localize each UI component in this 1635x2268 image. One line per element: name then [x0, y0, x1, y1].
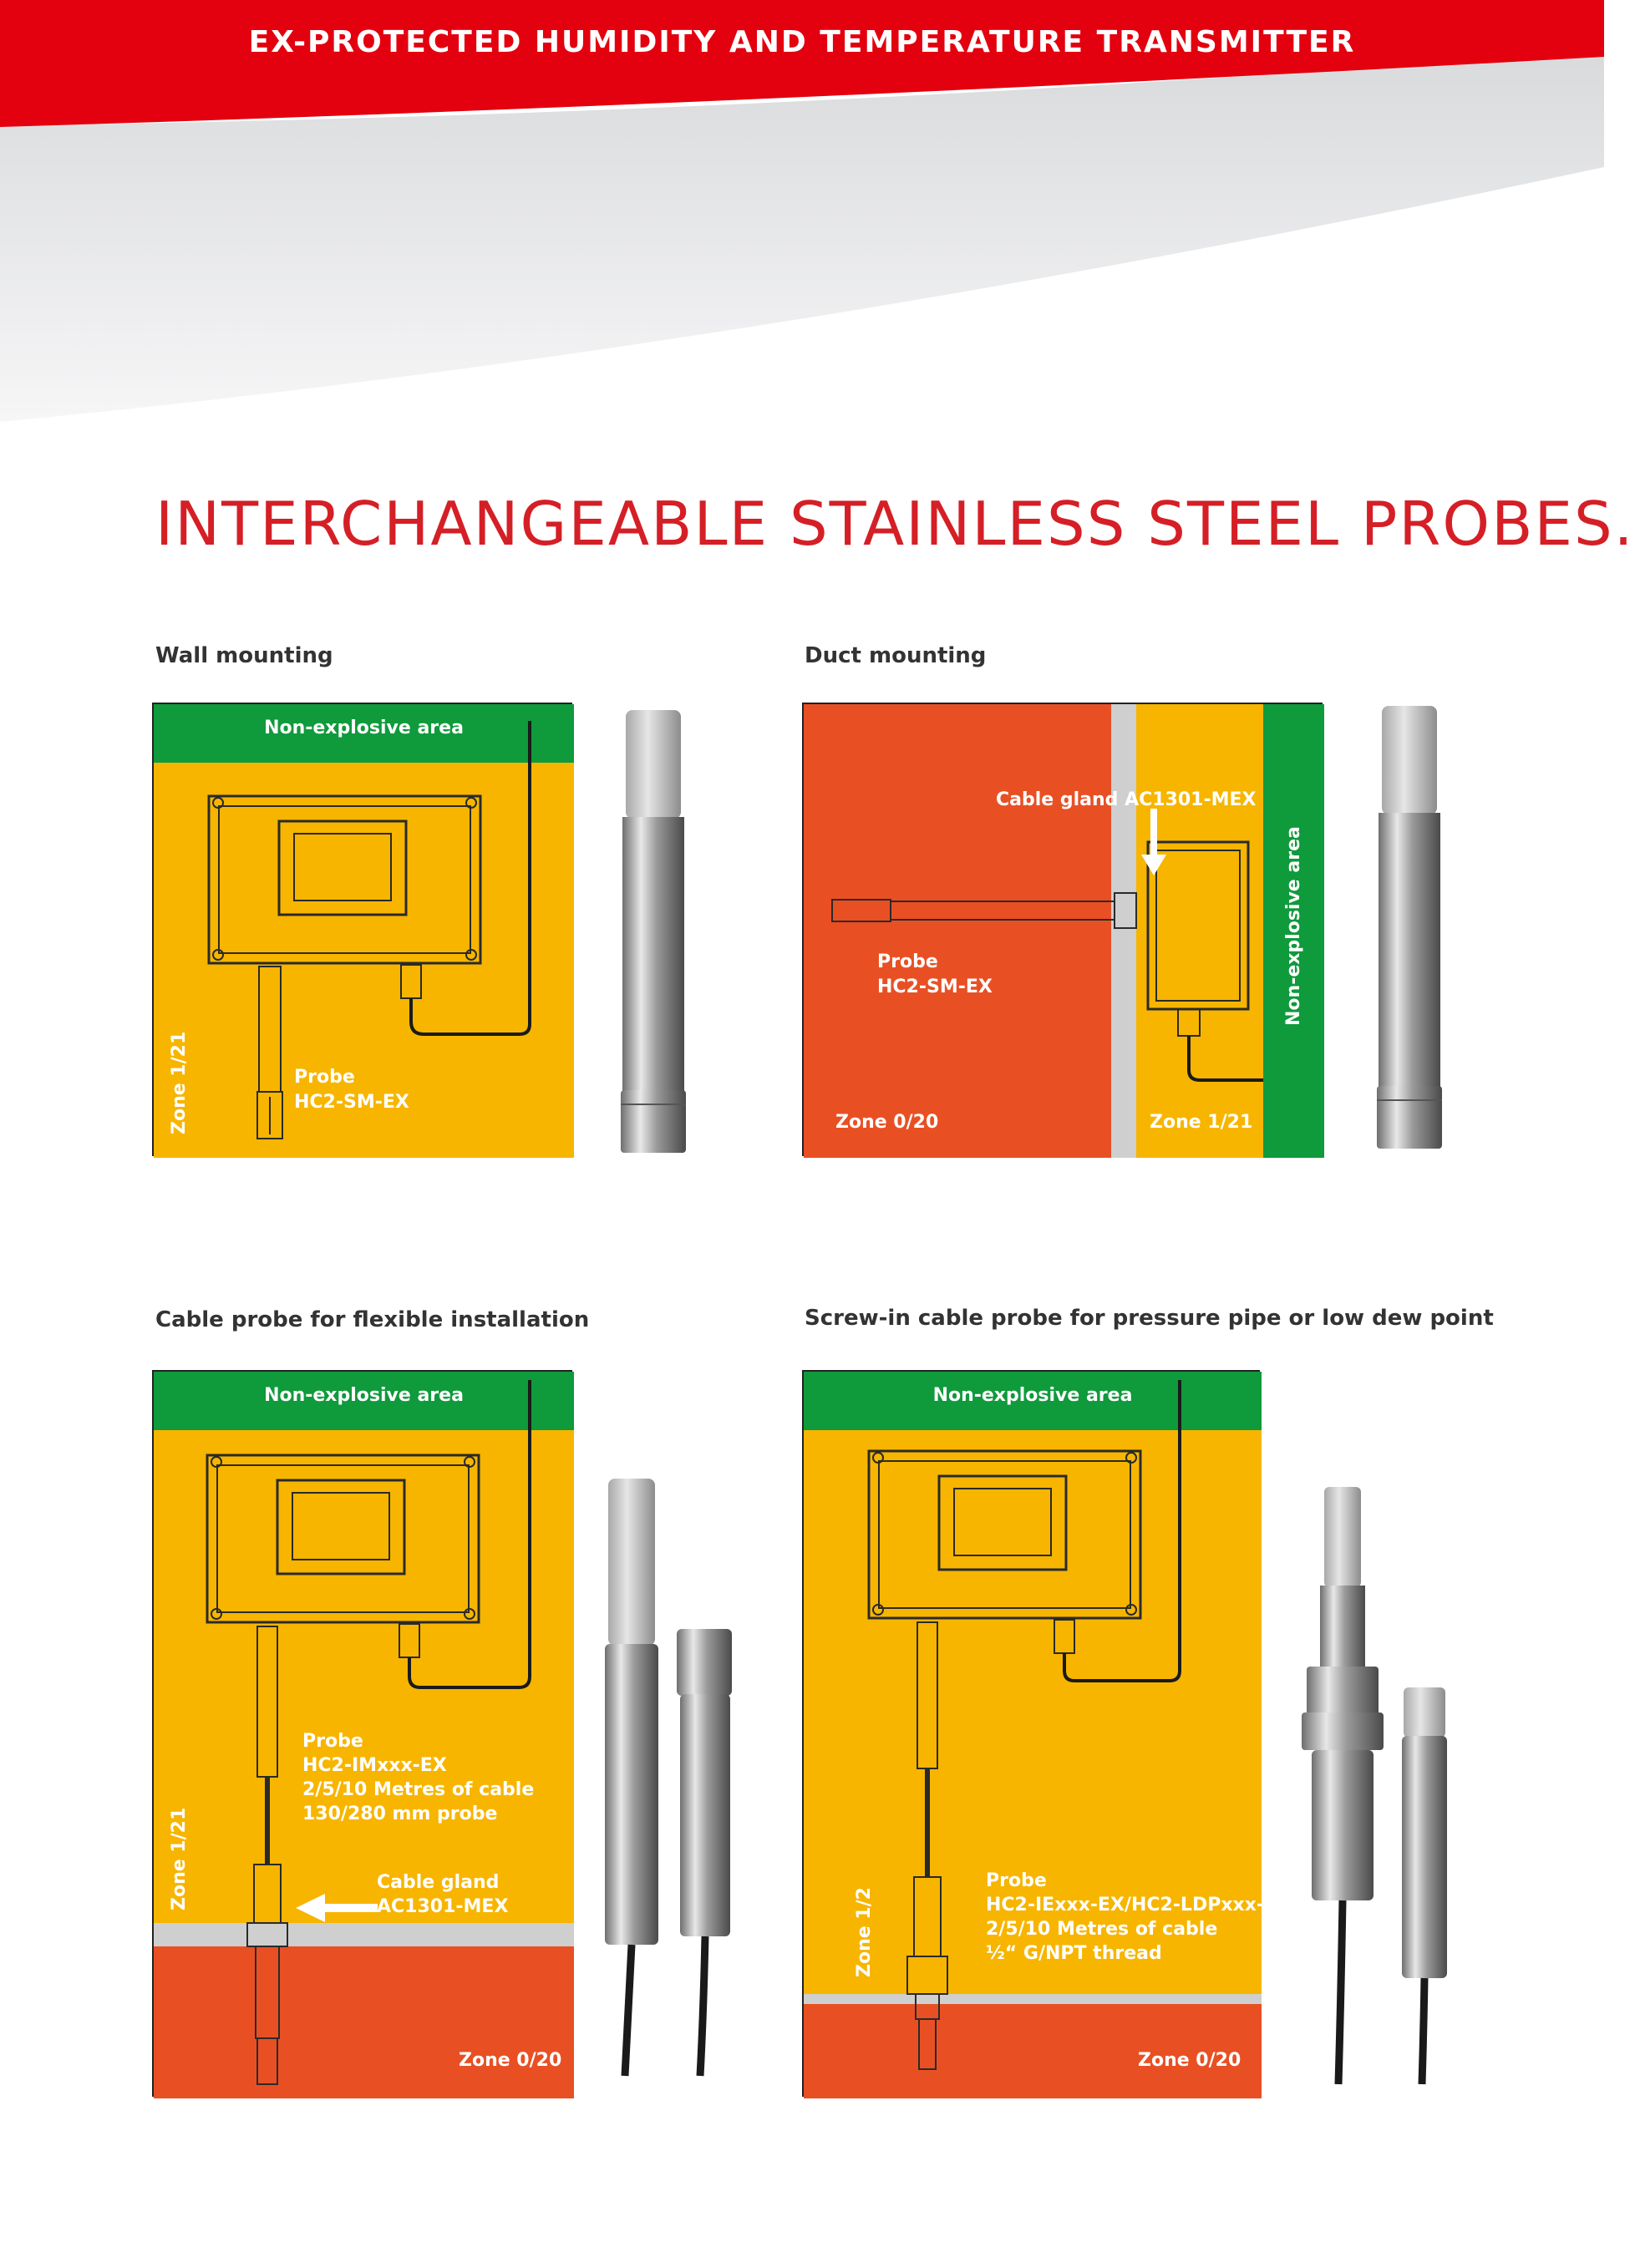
screw-probe-line-4: ½“ G/NPT thread — [986, 1943, 1162, 1964]
duct-zone0-label: Zone 0/20 — [835, 1112, 939, 1133]
header-banner — [0, 0, 1604, 426]
wall-zone-label: Zone 1/21 — [169, 1031, 190, 1134]
cable-probe-diagram — [152, 1370, 572, 2097]
wall-probe-photo — [614, 710, 693, 1157]
screw-zone0-label: Zone 0/20 — [1138, 2050, 1241, 2071]
duct-probe-line-2: HC2-SM-EX — [877, 977, 993, 997]
header-swoosh — [0, 0, 1604, 426]
cable-probe-line-4: 130/280 mm probe — [302, 1804, 498, 1824]
screw-in-probe-diagram — [802, 1370, 1292, 2097]
cable-probe-line-3: 2/5/10 Metres of cable — [302, 1779, 535, 1800]
duct-zone1-label: Zone 1/21 — [1150, 1112, 1253, 1133]
cable-gland-line-1: Cable gland — [377, 1872, 500, 1893]
screw-probe-line-3: 2/5/10 Metres of cable — [986, 1919, 1218, 1940]
duct-mounting-diagram — [802, 703, 1323, 1156]
cable-zone0-label: Zone 0/20 — [459, 2050, 562, 2071]
wall-probe-line-1: Probe — [294, 1067, 355, 1088]
duct-probe-photo — [1370, 706, 1450, 1153]
wall-area-label: Non-explosive area — [264, 718, 464, 738]
screw-in-probe-photo — [1295, 1487, 1462, 2088]
cable-probe-photo — [593, 1479, 752, 2080]
wall-mounting-heading: Wall mounting — [155, 643, 333, 668]
cable-zone1-label: Zone 1/21 — [169, 1807, 190, 1910]
wall-mounting-diagram — [152, 703, 572, 1156]
screw-in-probe-heading: Screw-in cable probe for pressure pipe or low dew point — [805, 1306, 1494, 1331]
screw-probe-line-1: Probe — [986, 1870, 1047, 1891]
page-title: INTERCHANGEABLE STAINLESS STEEL PROBES. — [155, 489, 1635, 559]
cable-probe-line-1: Probe — [302, 1731, 363, 1752]
duct-probe-line-1: Probe — [877, 951, 938, 972]
header-title: EX-PROTECTED HUMIDITY AND TEMPERATURE TRANSMITTER — [248, 25, 1356, 59]
cable-probe-heading: Cable probe for flexible installation — [155, 1307, 590, 1332]
cable-gland-line-2: AC1301-MEX — [377, 1896, 509, 1917]
wall-probe-line-2: HC2-SM-EX — [294, 1092, 409, 1113]
screw-zone-label: Zone 1/2 — [854, 1887, 875, 1977]
cable-probe-line-2: HC2-IMxxx-EX — [302, 1755, 447, 1776]
duct-mounting-heading: Duct mounting — [805, 643, 987, 668]
screw-area-label: Non-explosive area — [932, 1385, 1133, 1406]
duct-gland-label: Cable gland AC1301-MEX — [996, 789, 1257, 810]
cable-area-label: Non-explosive area — [264, 1385, 464, 1406]
screw-probe-line-2: HC2-IExxx-EX/HC2-LDPxxx-EX — [986, 1895, 1292, 1915]
duct-area-label: Non-explosive area — [1283, 826, 1304, 1026]
